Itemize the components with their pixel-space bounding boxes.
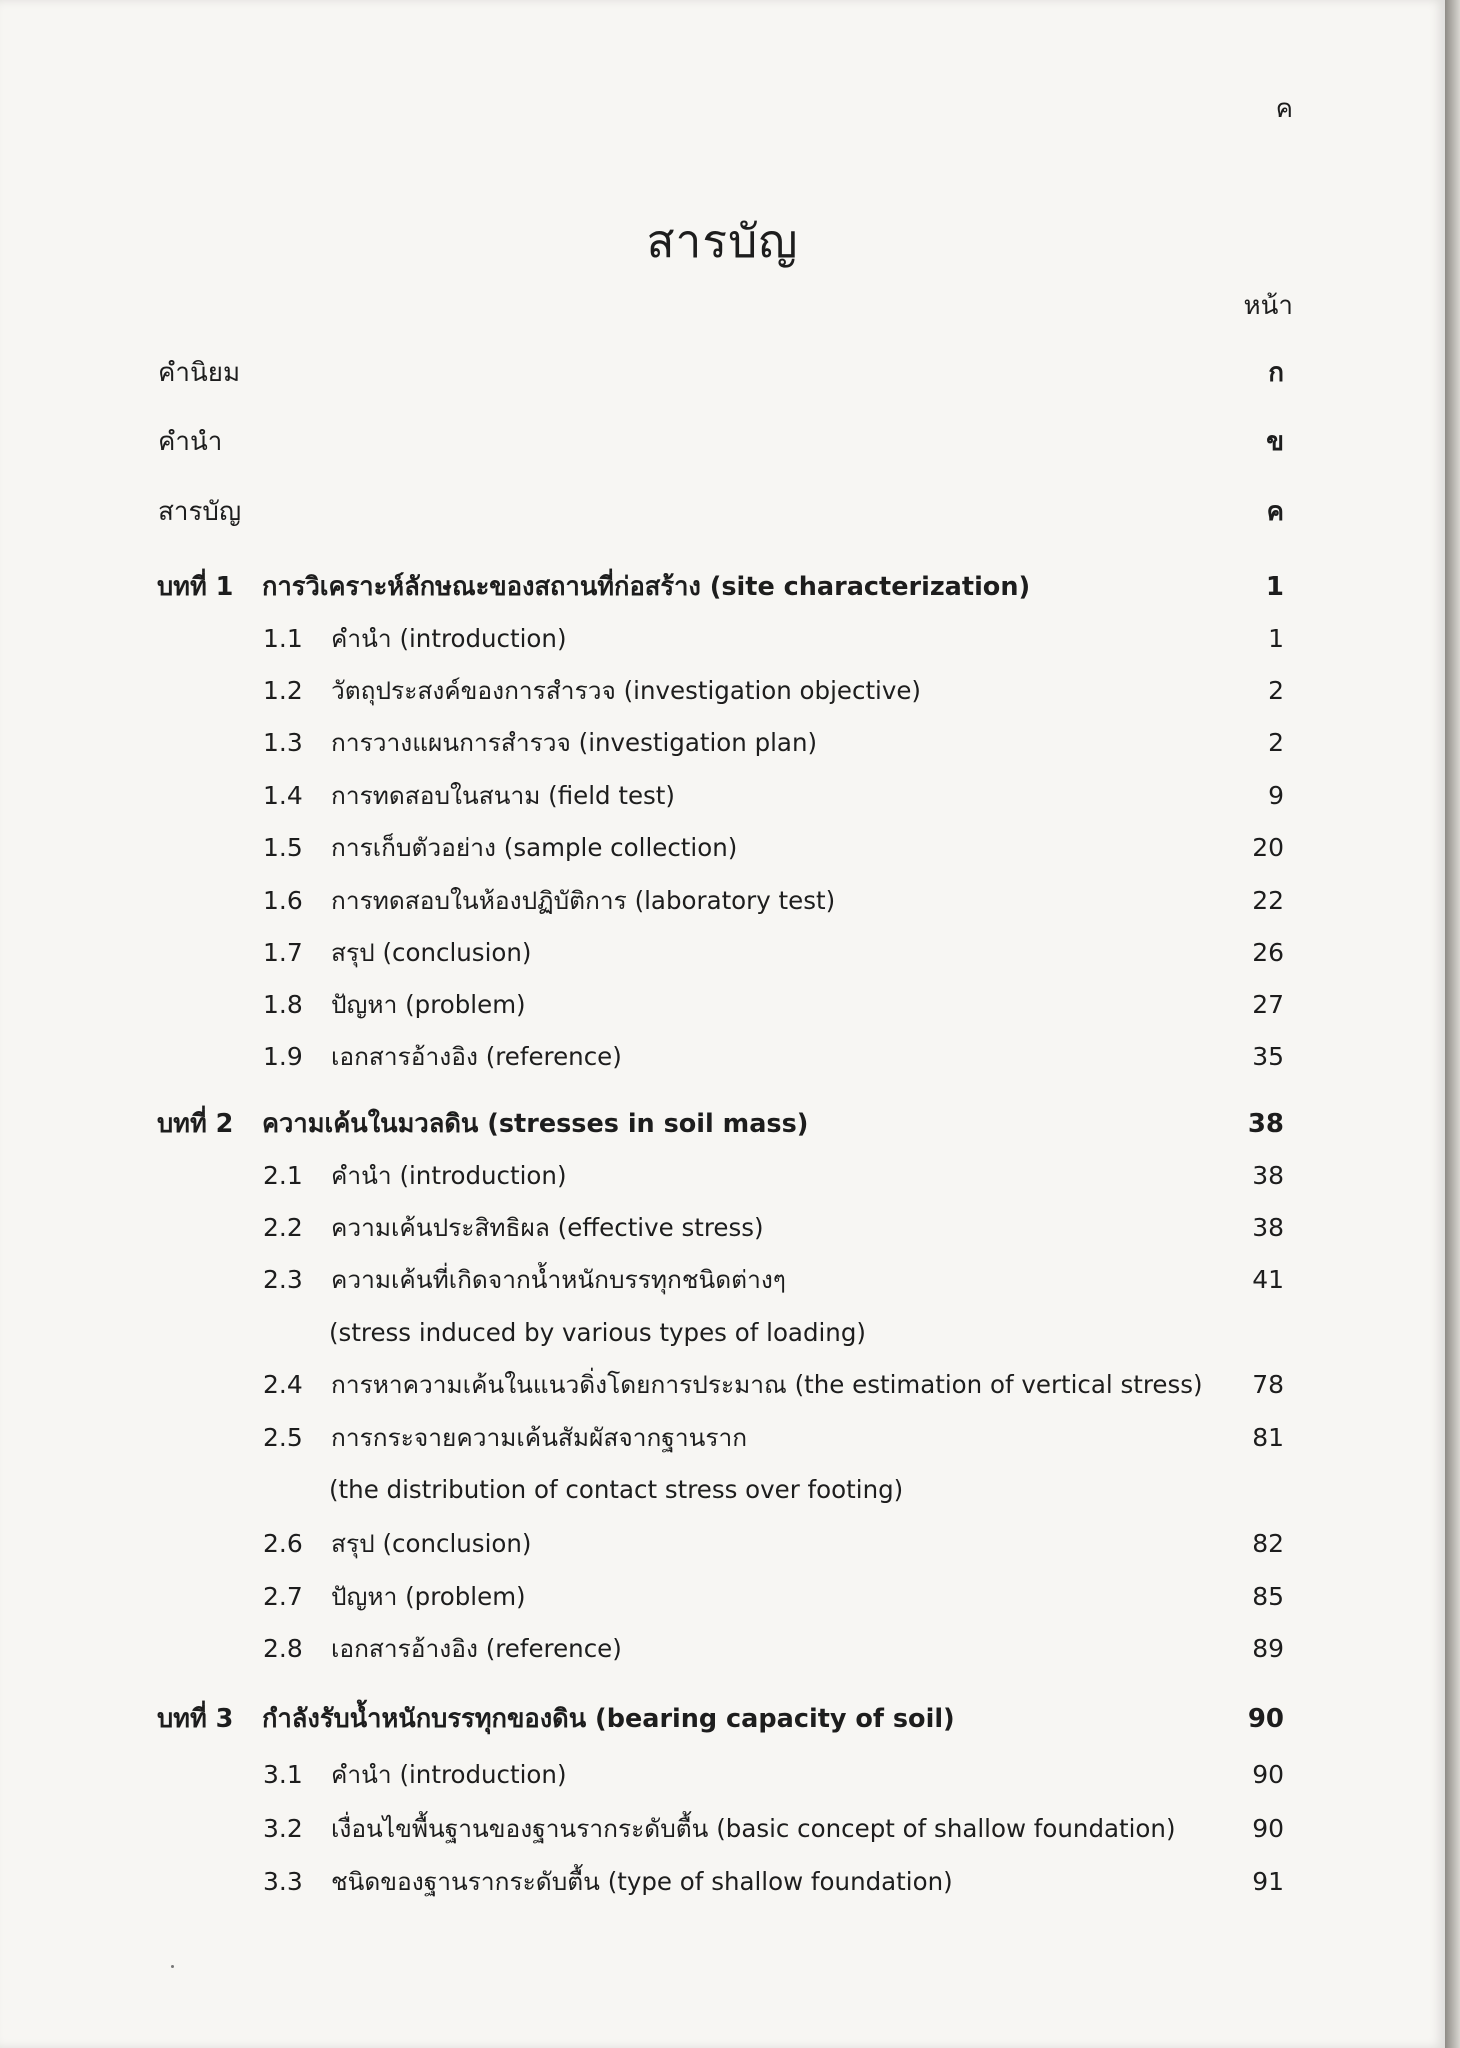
section-number: 1.5 [263,833,303,862]
toc-page-number: 26 [1252,938,1284,967]
toc-page-number: 41 [1252,1265,1284,1294]
chapter-title: ความเค้นในมวลดิน (stresses in soil mass) [262,1109,809,1139]
toc-entry-label: คำนิยม [158,358,241,388]
chapter-label: บทที่ 2 [157,1109,234,1139]
toc-chapter-heading[interactable] [0,567,1445,607]
toc-page-number: 91 [1252,1867,1284,1896]
section-number: 2.2 [263,1213,303,1242]
toc-page-number: 90 [1247,1704,1284,1734]
section-number: 1.9 [263,1042,303,1071]
toc-page-number: 38 [1247,1109,1284,1139]
page-title: สารบัญ [646,214,799,268]
section-title-continuation: (the distribution of contact stress over footing) [329,1475,904,1504]
section-title: ปัญหา (problem) [331,1582,526,1611]
section-title: การทดสอบในสนาม (field test) [331,781,675,810]
toc-page-number: 2 [1268,728,1284,757]
section-number: 1.7 [263,938,303,967]
section-title: คำนำ (introduction) [331,624,567,653]
toc-section-item[interactable] [0,828,1445,868]
toc-page-number: 85 [1252,1582,1284,1611]
section-number: 2.7 [263,1582,303,1611]
toc-section-item[interactable] [0,933,1445,973]
section-title: วัตถุประสงค์ของการสำรวจ (investigation objective) [331,676,921,705]
section-title: การหาความเค้นในแนวดิ่งโดยการประมาณ (the estimation of vertical stress) [331,1370,1203,1399]
section-title: การกระจายความเค้นสัมผัสจากฐานราก [331,1423,748,1452]
toc-section-item[interactable] [0,1524,1445,1564]
toc-section-item[interactable] [0,671,1445,711]
toc-section-continuation [0,1313,1445,1353]
section-number: 2.6 [263,1529,303,1558]
section-number: 1.1 [263,624,303,653]
toc-section-item[interactable] [0,776,1445,816]
section-number: 2.5 [263,1423,303,1452]
toc-page-number: 81 [1252,1423,1284,1452]
toc-page-number: 35 [1252,1042,1284,1071]
section-title: เอกสารอ้างอิง (reference) [331,1634,622,1663]
section-title: คำนำ (introduction) [331,1760,567,1789]
toc-section-continuation [0,1470,1445,1510]
page-marker: ค [1275,94,1293,124]
chapter-title: กำลังรับน้ำหนักบรรทุกของดิน (bearing capacity of soil) [262,1704,955,1734]
toc-page-number: 89 [1252,1634,1284,1663]
section-number: 2.3 [263,1265,303,1294]
section-number: 2.8 [263,1634,303,1663]
toc-section-item[interactable] [0,723,1445,763]
toc-page-number: 90 [1252,1814,1284,1843]
toc-page-number: ก [1268,358,1284,388]
section-number: 2.4 [263,1370,303,1399]
toc-section-item[interactable] [0,1365,1445,1405]
toc-page-number: 2 [1268,676,1284,705]
chapter-label: บทที่ 3 [157,1704,234,1734]
section-number: 1.6 [263,886,303,915]
section-title: คำนำ (introduction) [331,1161,567,1190]
toc-section-item[interactable] [0,619,1445,659]
toc-page-number: 78 [1252,1370,1284,1399]
toc-section-item[interactable] [0,1629,1445,1669]
toc-section-item[interactable] [0,1862,1445,1902]
section-title: ชนิดของฐานรากระดับตื้น (type of shallow foundation) [331,1867,953,1896]
section-number: 3.1 [263,1760,303,1789]
toc-front-matter-item[interactable] [0,353,1445,393]
chapter-label: บทที่ 1 [157,572,234,602]
paper-speck [171,1965,174,1968]
toc-page-number: 22 [1252,886,1284,915]
toc-chapter-heading[interactable] [0,1699,1445,1739]
chapter-title: การวิเคราะห์ลักษณะของสถานที่ก่อสร้าง (site characterization) [262,572,1031,602]
toc-page-number: 38 [1252,1213,1284,1242]
toc-section-item[interactable] [0,881,1445,921]
toc-page-number: 9 [1268,781,1284,810]
toc-section-item[interactable] [0,1809,1445,1849]
toc-front-matter-item[interactable] [0,492,1445,532]
section-number: 1.3 [263,728,303,757]
section-number: 3.3 [263,1867,303,1896]
toc-page-number: 38 [1252,1161,1284,1190]
section-title: การทดสอบในห้องปฏิบัติการ (laboratory test) [331,886,836,915]
toc-section-item[interactable] [0,1577,1445,1617]
section-title: เงื่อนไขพื้นฐานของฐานรากระดับตื้น (basic concept of shallow foundation) [331,1814,1176,1843]
toc-entry-label: สารบัญ [158,497,242,527]
toc-section-item[interactable] [0,1156,1445,1196]
section-number: 2.1 [263,1161,303,1190]
section-title: สรุป (conclusion) [331,1529,532,1558]
section-title: การวางแผนการสำรวจ (investigation plan) [331,728,818,757]
book-spine-edge [1445,0,1460,2048]
toc-page-number: ค [1266,497,1284,527]
toc-section-item[interactable] [0,1755,1445,1795]
section-title: เอกสารอ้างอิง (reference) [331,1042,622,1071]
toc-page-number: ข [1266,427,1284,457]
section-number: 1.4 [263,781,303,810]
section-title: การเก็บตัวอย่าง (sample collection) [331,833,738,862]
section-number: 3.2 [263,1814,303,1843]
page-column-header: หน้า [1243,291,1293,321]
toc-page-number: 90 [1252,1760,1284,1789]
toc-section-item[interactable] [0,1208,1445,1248]
section-number: 1.2 [263,676,303,705]
toc-page-number: 20 [1252,833,1284,862]
toc-front-matter-item[interactable] [0,422,1445,462]
toc-chapter-heading[interactable] [0,1104,1445,1144]
section-title: ความเค้นประสิทธิผล (effective stress) [331,1213,764,1242]
toc-page-number: 27 [1252,990,1284,1019]
section-title-continuation: (stress induced by various types of loading) [329,1318,866,1347]
section-title: ความเค้นที่เกิดจากน้ำหนักบรรทุกชนิดต่างๆ [331,1265,786,1294]
section-number: 1.8 [263,990,303,1019]
toc-page-number: 1 [1265,572,1284,602]
toc-section-item[interactable] [0,1037,1445,1077]
toc-entry-label: คำนำ [158,427,223,457]
toc-section-item[interactable] [0,985,1445,1025]
toc-section-item[interactable] [0,1260,1445,1300]
toc-section-item[interactable] [0,1418,1445,1458]
toc-page-number: 1 [1268,624,1284,653]
toc-page-number: 82 [1252,1529,1284,1558]
section-title: สรุป (conclusion) [331,938,532,967]
section-title: ปัญหา (problem) [331,990,526,1019]
